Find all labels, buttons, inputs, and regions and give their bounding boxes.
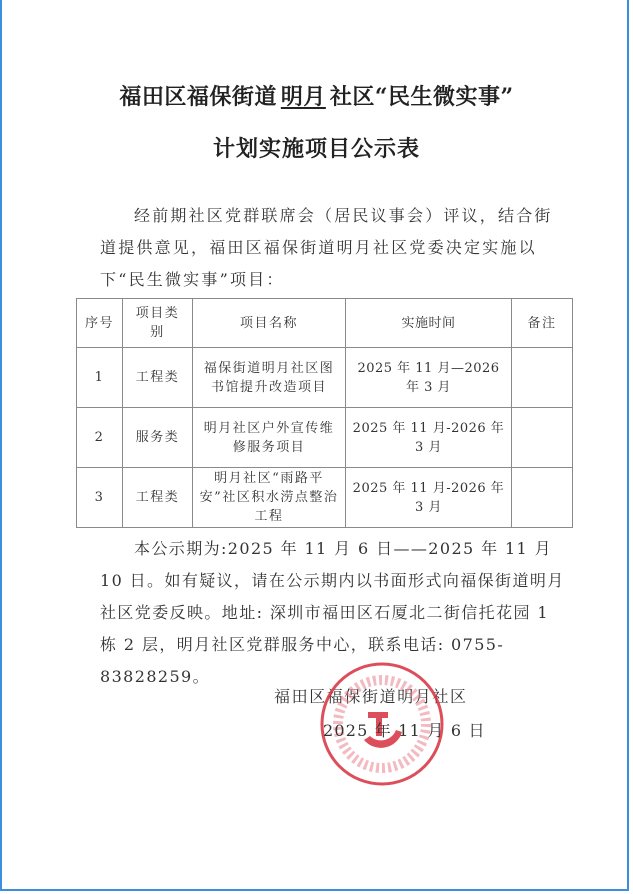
title-prefix: 福田区福保街道 <box>119 84 277 110</box>
notice-paragraph: 本公示期为:2025 年 11 月 6 日——2025 年 11 月 10 日。如有疑议，请在公示期内以书面形式向福保街道明月社区党委反映。地址: 深圳市福田区石厦北二街信托花园 1 栋 2 层，明月社区党群服务中心，联系电话: 0755-83828259。 <box>100 539 565 686</box>
cell-period: 2025 年 11 月-2026 年 3 月 <box>346 468 512 528</box>
signature-date: 2025 年 11 月 6 日 <box>323 721 486 740</box>
title-community: 明月 <box>280 84 326 110</box>
cell-category: 工程类 <box>123 468 193 528</box>
cell-name: 明月社区户外宣传维修服务项目 <box>193 408 346 468</box>
cell-period: 2025 年 11 月—2026 年 3 月 <box>346 348 512 408</box>
cell-remark <box>512 468 573 528</box>
cell-name: 福保街道明月社区图书馆提升改造项目 <box>193 348 346 408</box>
cell-name: 明月社区“雨路平安”社区积水涝点整治工程 <box>193 468 346 528</box>
cell-no: 3 <box>77 468 123 528</box>
table-row <box>77 348 573 408</box>
intro-paragraph: 经前期社区党群联席会（居民议事会）评议，结合街道提供意见，福田区福保街道明月社区党委决定实施以下“民生微实事”项目： <box>100 206 553 289</box>
title-suffix: 社区“民生微实事” <box>329 84 514 110</box>
cell-period: 2025 年 11 月-2026 年 3 月 <box>346 408 512 468</box>
cell-remark <box>512 348 573 408</box>
header-period: 实施时间 <box>346 299 512 348</box>
table-header-row <box>77 299 573 348</box>
cell-category: 工程类 <box>123 348 193 408</box>
cell-no: 1 <box>77 348 123 408</box>
table-row <box>77 468 573 528</box>
cell-remark <box>512 408 573 468</box>
header-category: 项目类别 <box>123 299 193 348</box>
header-remark: 备注 <box>512 299 573 348</box>
document-title-line2: 计划实施项目公示表 <box>212 136 420 162</box>
document-title-line1 <box>0 80 633 111</box>
signature-organization: 福田区福保街道明月社区 <box>274 687 468 706</box>
project-table <box>76 298 573 528</box>
cell-no: 2 <box>77 408 123 468</box>
header-no: 序号 <box>77 299 123 348</box>
cell-category: 服务类 <box>123 408 193 468</box>
header-name: 项目名称 <box>193 299 346 348</box>
table-row <box>77 408 573 468</box>
